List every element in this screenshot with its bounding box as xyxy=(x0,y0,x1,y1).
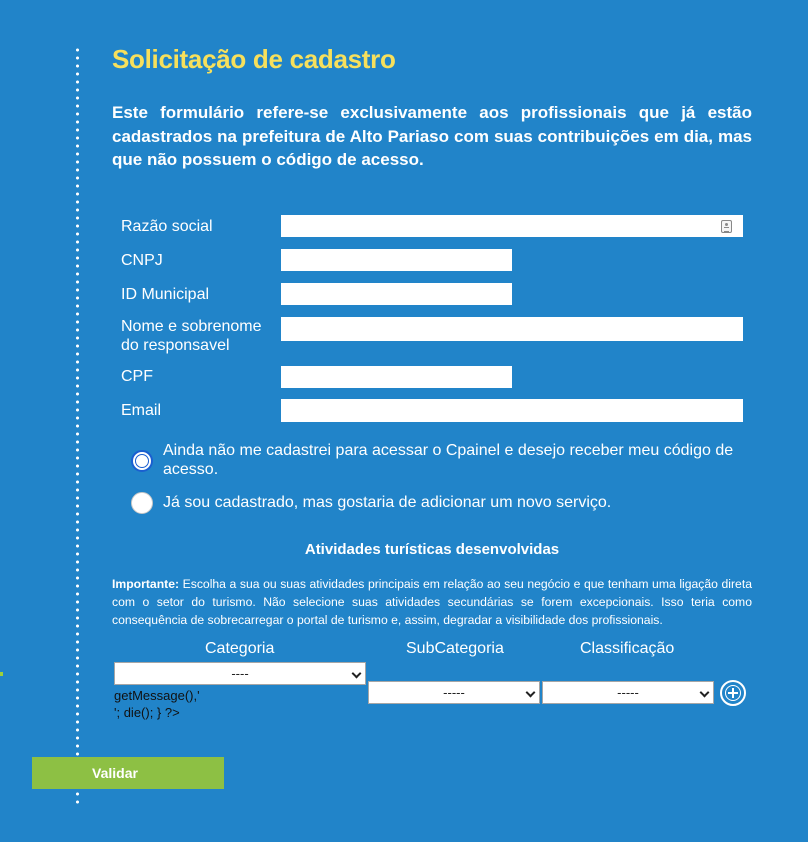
page-title: Solicitação de cadastro xyxy=(112,44,396,74)
nome-input[interactable] xyxy=(281,317,743,341)
classificacao-select[interactable] xyxy=(542,681,714,704)
classificacao-select-value: ----- xyxy=(617,685,639,700)
id-municipal-label: ID Municipal xyxy=(121,286,210,303)
chevron-down-icon xyxy=(700,688,710,698)
php-error-line1: getMessage(),' xyxy=(114,688,200,703)
dotted-divider xyxy=(76,46,79,804)
php-error-text xyxy=(114,687,200,721)
razao-social-input[interactable] xyxy=(281,215,743,237)
radio-add-service[interactable] xyxy=(131,492,153,514)
subcategoria-select[interactable] xyxy=(368,681,540,704)
cnpj-label: CNPJ xyxy=(121,252,163,269)
chevron-down-icon xyxy=(352,669,362,679)
radio-add-service-label: Já sou cadastrado, mas gostaria de adicionar um novo serviço. xyxy=(163,494,612,511)
cpf-label: CPF xyxy=(121,368,153,385)
chevron-down-icon xyxy=(526,688,536,698)
column-categoria: Categoria xyxy=(205,640,275,657)
validar-button[interactable] xyxy=(32,757,224,789)
nome-label-line2: do responsavel xyxy=(121,337,230,354)
categoria-select-value: ---- xyxy=(231,666,249,681)
razao-social-label: Razão social xyxy=(121,218,213,235)
activities-title: Atividades turísticas desenvolvidas xyxy=(304,541,560,558)
activities-note xyxy=(112,575,752,629)
radio-new-registration[interactable] xyxy=(131,450,153,472)
edge-marker xyxy=(0,672,3,676)
column-classificacao: Classificação xyxy=(580,640,675,657)
validar-button-label: Validar xyxy=(92,765,138,781)
nome-label-line1: Nome e sobrenome xyxy=(121,318,262,335)
intro-text: Este formulário refere-se exclusivamente aos profissionais que já estão cadastrados na prefeitura de Alto Pariaso com suas contribuições em dia, mas que não possuem o código de acesso. xyxy=(112,103,752,169)
subcategoria-select-value: ----- xyxy=(443,685,465,700)
add-circle-icon[interactable] xyxy=(720,680,746,706)
id-municipal-input[interactable] xyxy=(281,283,512,305)
email-input[interactable] xyxy=(281,399,743,422)
contact-card-icon[interactable] xyxy=(721,220,732,233)
note-bold: Importante: xyxy=(112,577,180,591)
radio-new-registration-label-line2: acesso. xyxy=(163,461,219,478)
note-text: Escolha a sua ou suas atividades principais em relação ao seu negócio e que tenham uma ligação direta com o setor do turismo. Não selecione suas atividades secundárias se forem excepcionais. Isso teria como consequência de sobrecarregar o portal de turismo e, assim, degradar a visibilidade dos profissionais. xyxy=(112,577,752,627)
cpf-input[interactable] xyxy=(281,366,512,388)
categoria-select[interactable] xyxy=(114,662,366,685)
email-label: Email xyxy=(121,402,162,419)
php-error-line2: '; die(); } ?> xyxy=(114,705,180,720)
column-subcategoria: SubCategoria xyxy=(406,640,504,657)
radio-new-registration-label-line1: Ainda não me cadastrei para acessar o Cpainel e desejo receber meu código de xyxy=(163,442,734,459)
cnpj-input[interactable] xyxy=(281,249,512,271)
plus-vertical xyxy=(732,688,734,698)
